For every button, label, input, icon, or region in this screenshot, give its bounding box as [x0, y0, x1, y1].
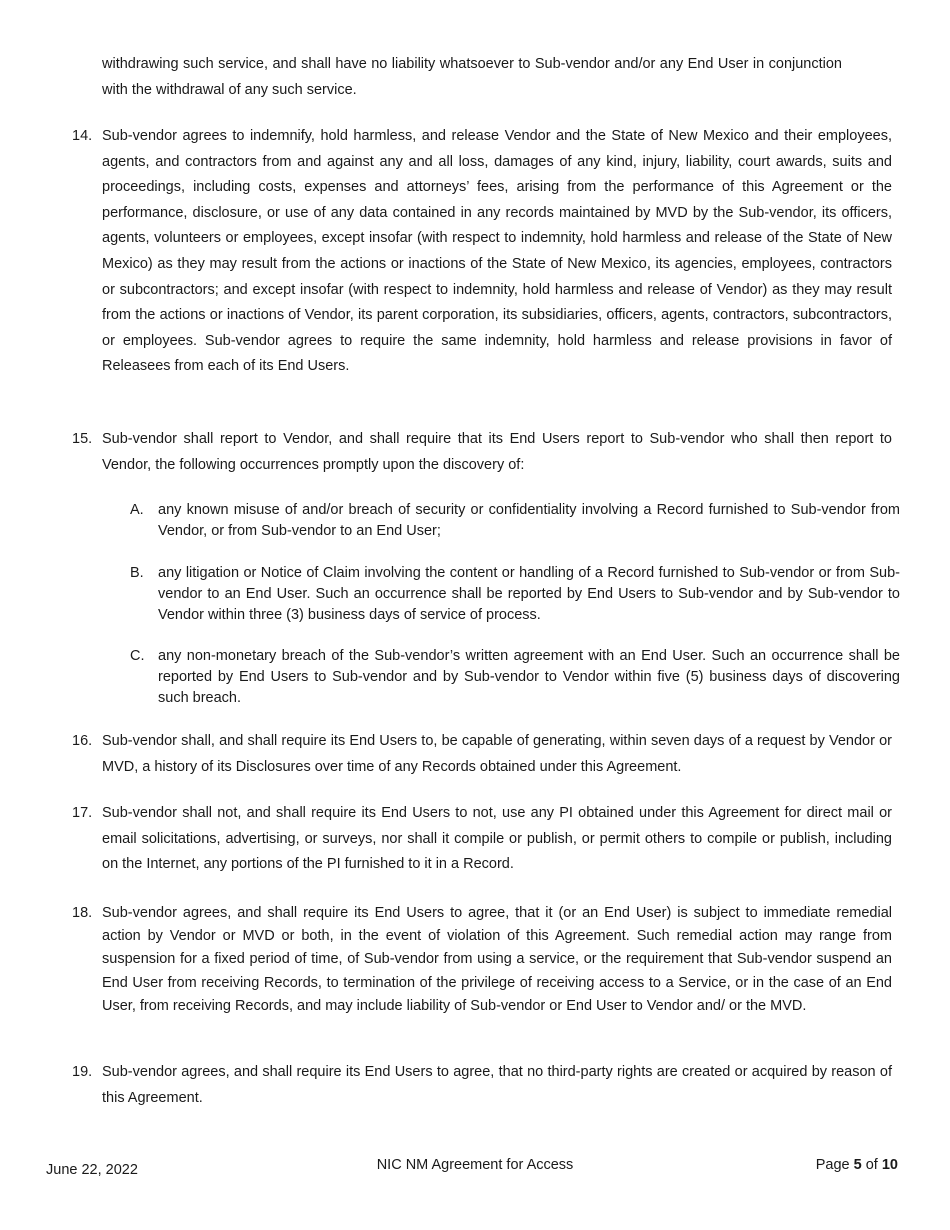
sub-item-text: any non-monetary breach of the Sub-vendor’s written agreement with an End User. Such an occurrence shall be reported by End Users to Sub-vendor and by Sub-vendor to Vendor within five (5) business days of discovering such breach. — [158, 648, 900, 706]
item-number: 17. — [72, 805, 93, 821]
item-text: Sub-vendor shall, and shall require its End Users to, be capable of generating, within seven days of a request by Vendor or MVD, a history of its Disclosures over time of any Records obtained under this Agreement. — [102, 733, 892, 775]
sub-item-a — [130, 500, 900, 542]
page-of: of — [861, 1157, 882, 1173]
list-item-18 — [72, 902, 892, 1018]
list-item-19 — [72, 1060, 892, 1111]
sub-item-letter: A. — [130, 502, 144, 518]
page-current: 5 — [853, 1157, 862, 1173]
sub-item-b — [130, 563, 900, 626]
item-text: Sub-vendor agrees, and shall require its End Users to agree, that no third-party rights are created or acquired by reason of this Agreement. — [102, 1064, 892, 1106]
page-prefix: Page — [815, 1157, 854, 1173]
footer-date: June 22, 2022 — [46, 1162, 138, 1178]
item-text: Sub-vendor agrees to indemnify, hold harmless, and release Vendor and the State of New Mexico and their employees, agents, and contractors from and against any and all loss, damages of any kind, injury, liability, court awards, suits and proceedings, including costs, expenses and attorneys’ fees, arising from the performance of this Agreement or the performance, disclosure, or use of any data contained in any records maintained by MVD by the Sub-vendor, its officers, agents, volunteers or employees, except insofar (with respect to indemnity, hold harmless and release of the State of New Mexico) as they may result from the actions or inactions of the State of New Mexico, its agencies, employees, contractors or subcontractors; and except insofar (with respect to indemnity, hold harmless and release of Vendor) as they may result from the actions or inactions of Vendor, its parent corporation, its subsidiaries, officers, agents, contractors, subcontractors, or employees. Sub-vendor agrees to require the same indemnity, hold harmless and release provisions in favor of Releasees from each of its End Users. — [102, 128, 892, 375]
item-text: Sub-vendor agrees, and shall require its End Users to agree, that it (or an End User) is subject to immediate remedial action by Vendor or MVD or both, in the event of violation of this Agreement. Such remedial action may range from suspension for a fixed period of time, of Sub-vendor from using a service, or the requirement that Sub-vendor suspend an End User from receiving Records, to termination of the privilege of receiving access to a Service, or in the case of an End User, from receiving Records, and may include liability of Sub-vendor or End User to Vendor and/ or the MVD. — [102, 905, 892, 1014]
item-text: Sub-vendor shall report to Vendor, and shall require that its End Users report to Sub-vendor who shall then report to Vendor, the following occurrences promptly upon the discovery of: — [102, 431, 892, 473]
item-number: 15. — [72, 431, 93, 447]
item-text: Sub-vendor shall not, and shall require its End Users to not, use any PI obtained under this Agreement for direct mail or email solicitations, advertising, or surveys, nor shall it compile or publish, or permit others to compile or publish, including on the Internet, any portions of the PI furnished to it in a Record. — [102, 805, 892, 873]
item-number: 19. — [72, 1064, 93, 1080]
footer-page-number — [816, 1157, 898, 1173]
continuation-paragraph: withdrawing such service, and shall have no liability whatsoever to Sub-vendor and/or any End User in conjunction with the withdrawal of any such service. — [102, 56, 842, 98]
list-item-17 — [72, 801, 892, 878]
item-number: 14. — [72, 128, 93, 144]
sub-item-text: any litigation or Notice of Claim involving the content or handling of a Record furnished to Sub-vendor or from Sub-vendor to an End User. Such an occurrence shall be reported by End Users to Sub-vendor and by Sub-vendor to Vendor within three (3) business days of service of process. — [158, 565, 900, 623]
item-number: 16. — [72, 733, 93, 749]
item-number: 18. — [72, 905, 93, 921]
page-total: 10 — [881, 1157, 898, 1173]
sub-item-letter: C. — [130, 648, 145, 664]
list-item-16 — [72, 729, 892, 780]
footer-title: NIC NM Agreement for Access — [376, 1157, 574, 1173]
sub-item-c — [130, 646, 900, 709]
list-item-14 — [72, 124, 892, 380]
sub-item-text: any known misuse of and/or breach of security or confidentiality involving a Record furnished to Sub-vendor from Vendor, or from Sub-vendor to an End User; — [158, 502, 900, 539]
sub-item-letter: B. — [130, 565, 144, 581]
list-item-15 — [72, 427, 892, 478]
